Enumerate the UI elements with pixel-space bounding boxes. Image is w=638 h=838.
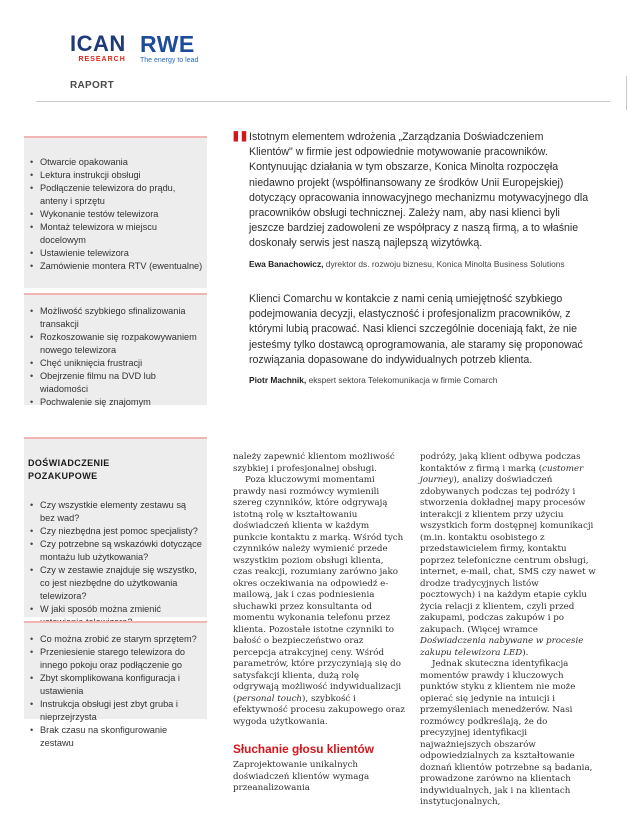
section-label: RAPORT	[70, 80, 115, 91]
col1-paragraph-3: Zaprojektowanie unikalnych doświadczeń klientów wymaga przeanalizowania	[233, 760, 370, 793]
quote-1-author-name: Ewa Banachowicz,	[249, 258, 324, 269]
col2-p1-tail: ).	[522, 647, 529, 658]
panel3-heading-line1: DOŚWIADCZENIE	[28, 458, 110, 468]
quote-2	[249, 292, 589, 388]
panel3-heading-line2: POZAKUPOWE	[28, 471, 98, 481]
col2-p1-emphasis-2: Doświadczenia nabywane w procesie zakupu telewizora LED	[420, 636, 584, 658]
col1-p2-text: Poza kluczowymi momentami prawdy nasi rozmówcy wymienili szereg czynników, które odgrywają istotną rolę w kształtowaniu doświadczeń klienta w każdym punkcie kontaktu z marką. Wśród tych czynników należy wymienić przede wszystkim poziom obsługi klienta, czas reakcji, rozumiany zarówno jako okres oczekiwania na odpowiedź e-mailową, jak i czas podniesienia słuchawki przez konsultanta od momentu wykonania telefonu przez klienta. Pozostałe istotne czynniki to bałość o bezpieczeństwo oraz percepcja atrakcyjnej ceny. Wśród parametrów, które przyczyniają się do satysfakcji klienta, dużą rolę odgrywają możliwość indywidualizacji (	[233, 475, 404, 704]
col2-p1-emphasis: customer journey	[420, 463, 584, 485]
panel3-list	[28, 499, 203, 629]
list-item: • Wykonanie testów telewizora	[28, 208, 203, 221]
ican-logo-text: ICAN	[70, 31, 126, 56]
panel3-heading	[28, 457, 203, 483]
quote-2-author-role: ekspert sektora Telekomunikacja w firmie Comarch	[306, 375, 498, 386]
ican-logo-subtext: RESEARCH	[78, 56, 126, 63]
panel1-list	[28, 156, 203, 273]
col2-p1-text: podróży, jaką klient odbywa podczas kontaktów z firmą i marką (	[420, 452, 581, 474]
sidebar-panel-4	[24, 621, 207, 748]
list-item: • Czy w zestawie znajduje się wszystko, co jest niezbędne do użytkowania telewizora?	[28, 564, 203, 603]
col2-p1-mid: ), analizy doświadczeń zdobywanych podczas tej podróży i stworzenia dokładnej mapy procesów interakcji z klientem przy użyciu wszystkich form dostępnej komunikacji (m.in. kontaktu osobistego z przedstawicielem firmy, kontaktu poprzez telefoniczne centrum obsługi, internet, e-mail, chat, SMS czy nawet w drodze tradycyjnych listów pocztowych) i na każdym etapie cyklu życia relacji z klientem, czyli przed zakupami, podczas zakupów i po zakupach. (Więcej wramce	[420, 475, 596, 635]
article-column-1	[233, 452, 405, 795]
list-item: • Zamówienie montera RTV (ewentualne)	[28, 260, 203, 273]
list-item: • Podłączenie telewizora do prądu, anteny i sprzętu	[28, 182, 203, 208]
list-item: • Przeniesienie starego telewizora do innego pokoju oraz podłączenie go	[28, 646, 203, 672]
list-item: • Lektura instrukcji obsługi	[28, 169, 203, 182]
quote-mark-icon: "	[230, 123, 250, 168]
list-item: • Otwarcie opakowania	[28, 156, 203, 169]
sidebar-panel-1	[24, 136, 207, 288]
header-divider	[36, 101, 610, 102]
header-right-line	[626, 76, 627, 110]
list-item: • Co można zrobić ze starym sprzętem?	[28, 633, 203, 646]
list-item: • Chęć uniknięcia frustracji	[28, 357, 203, 370]
quote-2-text: Klienci Comarchu w kontakcie z nami cenią umiejętność szybkiego podejmowania decyzji, elastyczność i profesjonalizm pracowników, z którymi lubią pracować. Nasi klienci szczególnie doceniają fakt, że nie jesteśmy tylko dostawcą oprogramowania, ale staramy się proponować rozwiązania dopasowane do indywidualnych potrzeb klienta.	[249, 293, 583, 366]
section-heading: Słuchanie głosu klientów	[233, 742, 374, 756]
quote-1-author-role: dyrektor ds. rozwoju biznesu, Konica Minolta Business Solutions	[323, 258, 565, 269]
rwe-logo	[140, 33, 198, 64]
list-item: • Zbyt skomplikowana konfiguracja i ustawienia	[28, 672, 203, 698]
list-item: • Montaż telewizora w miejscu docelowym	[28, 221, 203, 247]
list-item: • Obejrzenie filmu na DVD lub wiadomości	[28, 370, 203, 396]
rwe-logo-tagline: The energy to lead	[140, 57, 199, 64]
list-item: • Pochwalenie się znajomym	[28, 396, 203, 409]
col2-paragraph-1	[420, 452, 596, 659]
rwe-logo-text: RWE	[140, 31, 195, 57]
quote-2-author-name: Piotr Machnik,	[249, 375, 307, 386]
list-item: • Czy niezbędna jest pomoc specjalisty?	[28, 525, 203, 538]
list-item: • Czy potrzebne są wskazówki dotyczące montażu lub użytkowania?	[28, 538, 203, 564]
col2-paragraph-2: Jednak skuteczna identyfikacja momentów prawdy i kluczowych punktów styku z klientem nie może opierać się jedynie na intuicji i przemyśleniach menedżerów. Nasi rozmówcy podkreślają, że do precyzyjnej identyfikacji najważniejszych obszarów odpowiedzialnych za kształtowanie doznań klientów potrzebne są badania, prowadzone zarówno na klientach indywidualnych, jak i na klientach instytucjonalnych,	[420, 659, 593, 807]
sidebar-panel-2	[24, 293, 207, 405]
quote-1	[249, 130, 589, 272]
col1-paragraph-1: należy zapewnić klientom możliwość szybkiej i profesjonalnej obsługi.	[233, 452, 395, 474]
quote-1-text: Istotnym elementem wdrożenia „Zarządzania Doświadczeniem Klientów" w firmie jest odpowiednie motywowanie pracowników. Kontynuując działania w tym obszarze, Konica Minolta rozpoczęła niedawno projekt (współfinansowany ze środków Unii Europejskiej) dotyczący opracowania innowacyjnego mechanizmu motywacyjnego dla pracowników obsługi technicznej. Zależy nam, aby nasi klienci byli jeszcze bardziej zadowoleni ze współpracy z naszą firmą, a to właśnie doskonały serwis jest naszą najlepszą wizytówką.	[249, 131, 589, 250]
list-item: • Czy wszystkie elementy zestawu są bez wad?	[28, 499, 203, 525]
col1-paragraph-2	[233, 475, 405, 728]
list-item: • W jaki sposób można zmienić	[28, 603, 203, 629]
sidebar-panel-3	[24, 437, 207, 617]
col1-p2-tail: ), szybkość i efektywność procesu zakupowego oraz wygoda użytkowania.	[233, 693, 405, 727]
panel4-list	[28, 633, 203, 750]
list-item: • Możliwość szybkiego sfinalizowania transakcji	[28, 305, 203, 331]
panel2-list	[28, 305, 203, 409]
ican-research-logo	[70, 33, 126, 63]
col1-p2-emphasis: personal touch	[236, 693, 303, 704]
list-item: • Brak czasu na skonfigurowanie zestawu	[28, 724, 203, 750]
article-column-2	[420, 452, 596, 809]
list-item: • Rozkoszowanie się rozpakowywaniem nowego telewizora	[28, 331, 203, 357]
quote-2-author	[249, 373, 589, 388]
list-item: • Ustawienie telewizora	[28, 247, 203, 260]
list-item: • Instrukcja obsługi jest zbyt gruba i nieprzejrzysta	[28, 698, 203, 724]
quote-1-author	[249, 257, 589, 272]
